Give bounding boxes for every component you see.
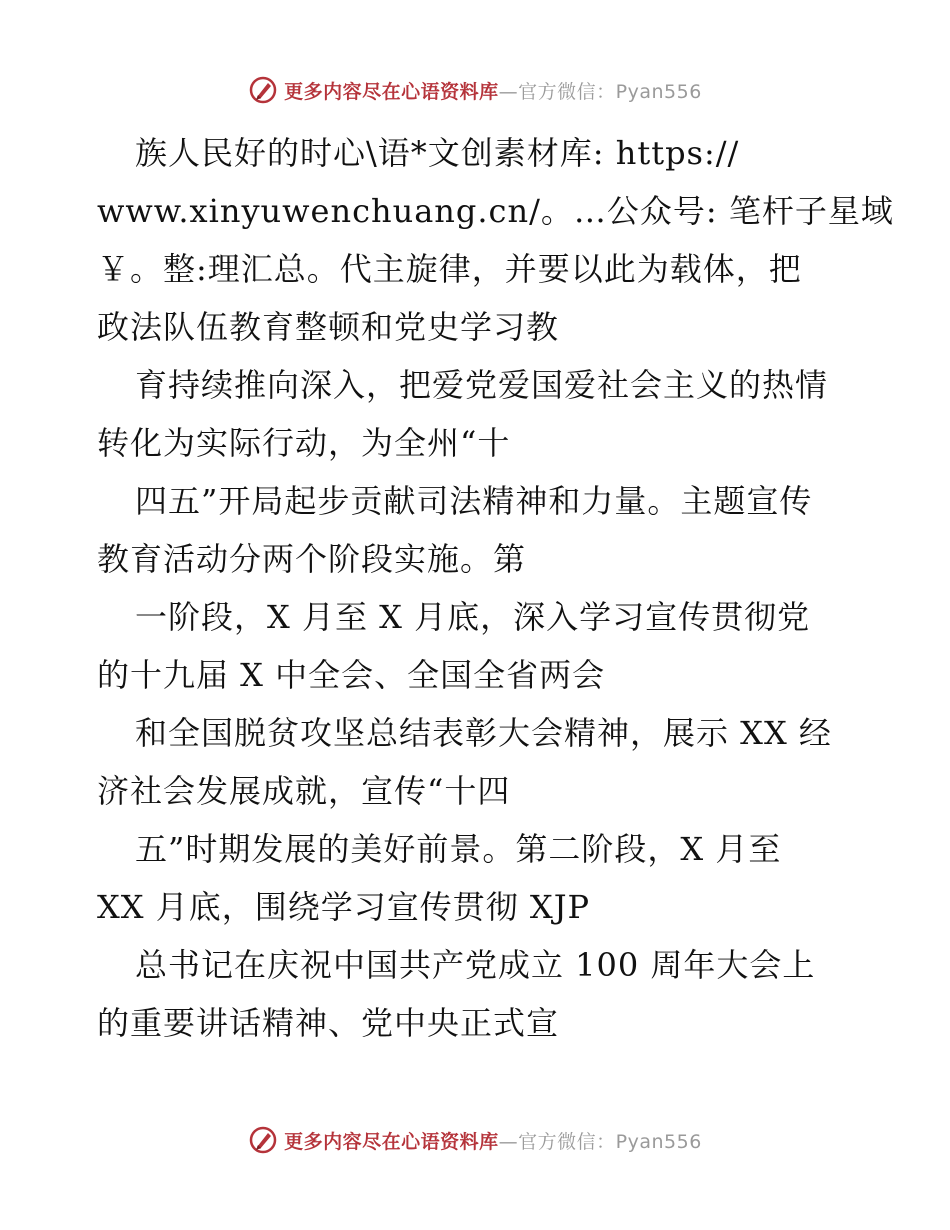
header-banner-prefix: 更多内容尽在心语资料库	[284, 80, 499, 103]
text-line: 族人民好的时心\语*文创素材库: https://	[135, 134, 740, 172]
text-line: 一阶段，X 月至 X 月底，深入学习宣传贯彻党	[135, 598, 811, 636]
pen-logo-icon	[248, 75, 278, 105]
text-line: 五”时期发展的美好前景。第二阶段，X 月至	[135, 830, 782, 868]
text-line: 政法队伍教育整顿和党史学习教	[97, 308, 560, 346]
text-line: 育持续推向深入，把爱党爱国爱社会主义的热情	[135, 366, 829, 404]
document-body	[97, 124, 894, 1052]
text-line: 教育活动分两个阶段实施。第	[97, 540, 527, 578]
footer-banner-suffix: —官方微信：Pyan556	[498, 1130, 702, 1153]
text-line: 的十九届 X 中全会、全国全省两会	[97, 656, 606, 694]
footer-banner-prefix: 更多内容尽在心语资料库	[284, 1130, 499, 1153]
pen-logo-icon	[248, 1125, 278, 1155]
text-line: www.xinyuwenchuang.cn/。…公众号: 笔杆子星域	[97, 192, 894, 230]
text-line: 总书记在庆祝中国共产党成立 100 周年大会上	[135, 946, 816, 984]
text-line: 四五”开局起步贡献司法精神和力量。主题宣传	[135, 482, 813, 520]
text-line: ￥。整:理汇总。代主旋律，并要以此为载体，把	[97, 250, 802, 288]
text-line: 的重要讲话精神、党中央正式宣	[97, 1004, 560, 1042]
text-line: XX 月底，围绕学习宣传贯彻 XJP	[97, 888, 591, 926]
footer-banner	[0, 1120, 950, 1160]
header-banner	[0, 70, 950, 110]
text-line: 济社会发展成就，宣传“十四	[97, 772, 511, 810]
text-line: 转化为实际行动，为全州“十	[97, 424, 511, 462]
header-banner-suffix: —官方微信：Pyan556	[498, 80, 702, 103]
text-line: 和全国脱贫攻坚总结表彰大会精神，展示 XX 经	[135, 714, 832, 752]
